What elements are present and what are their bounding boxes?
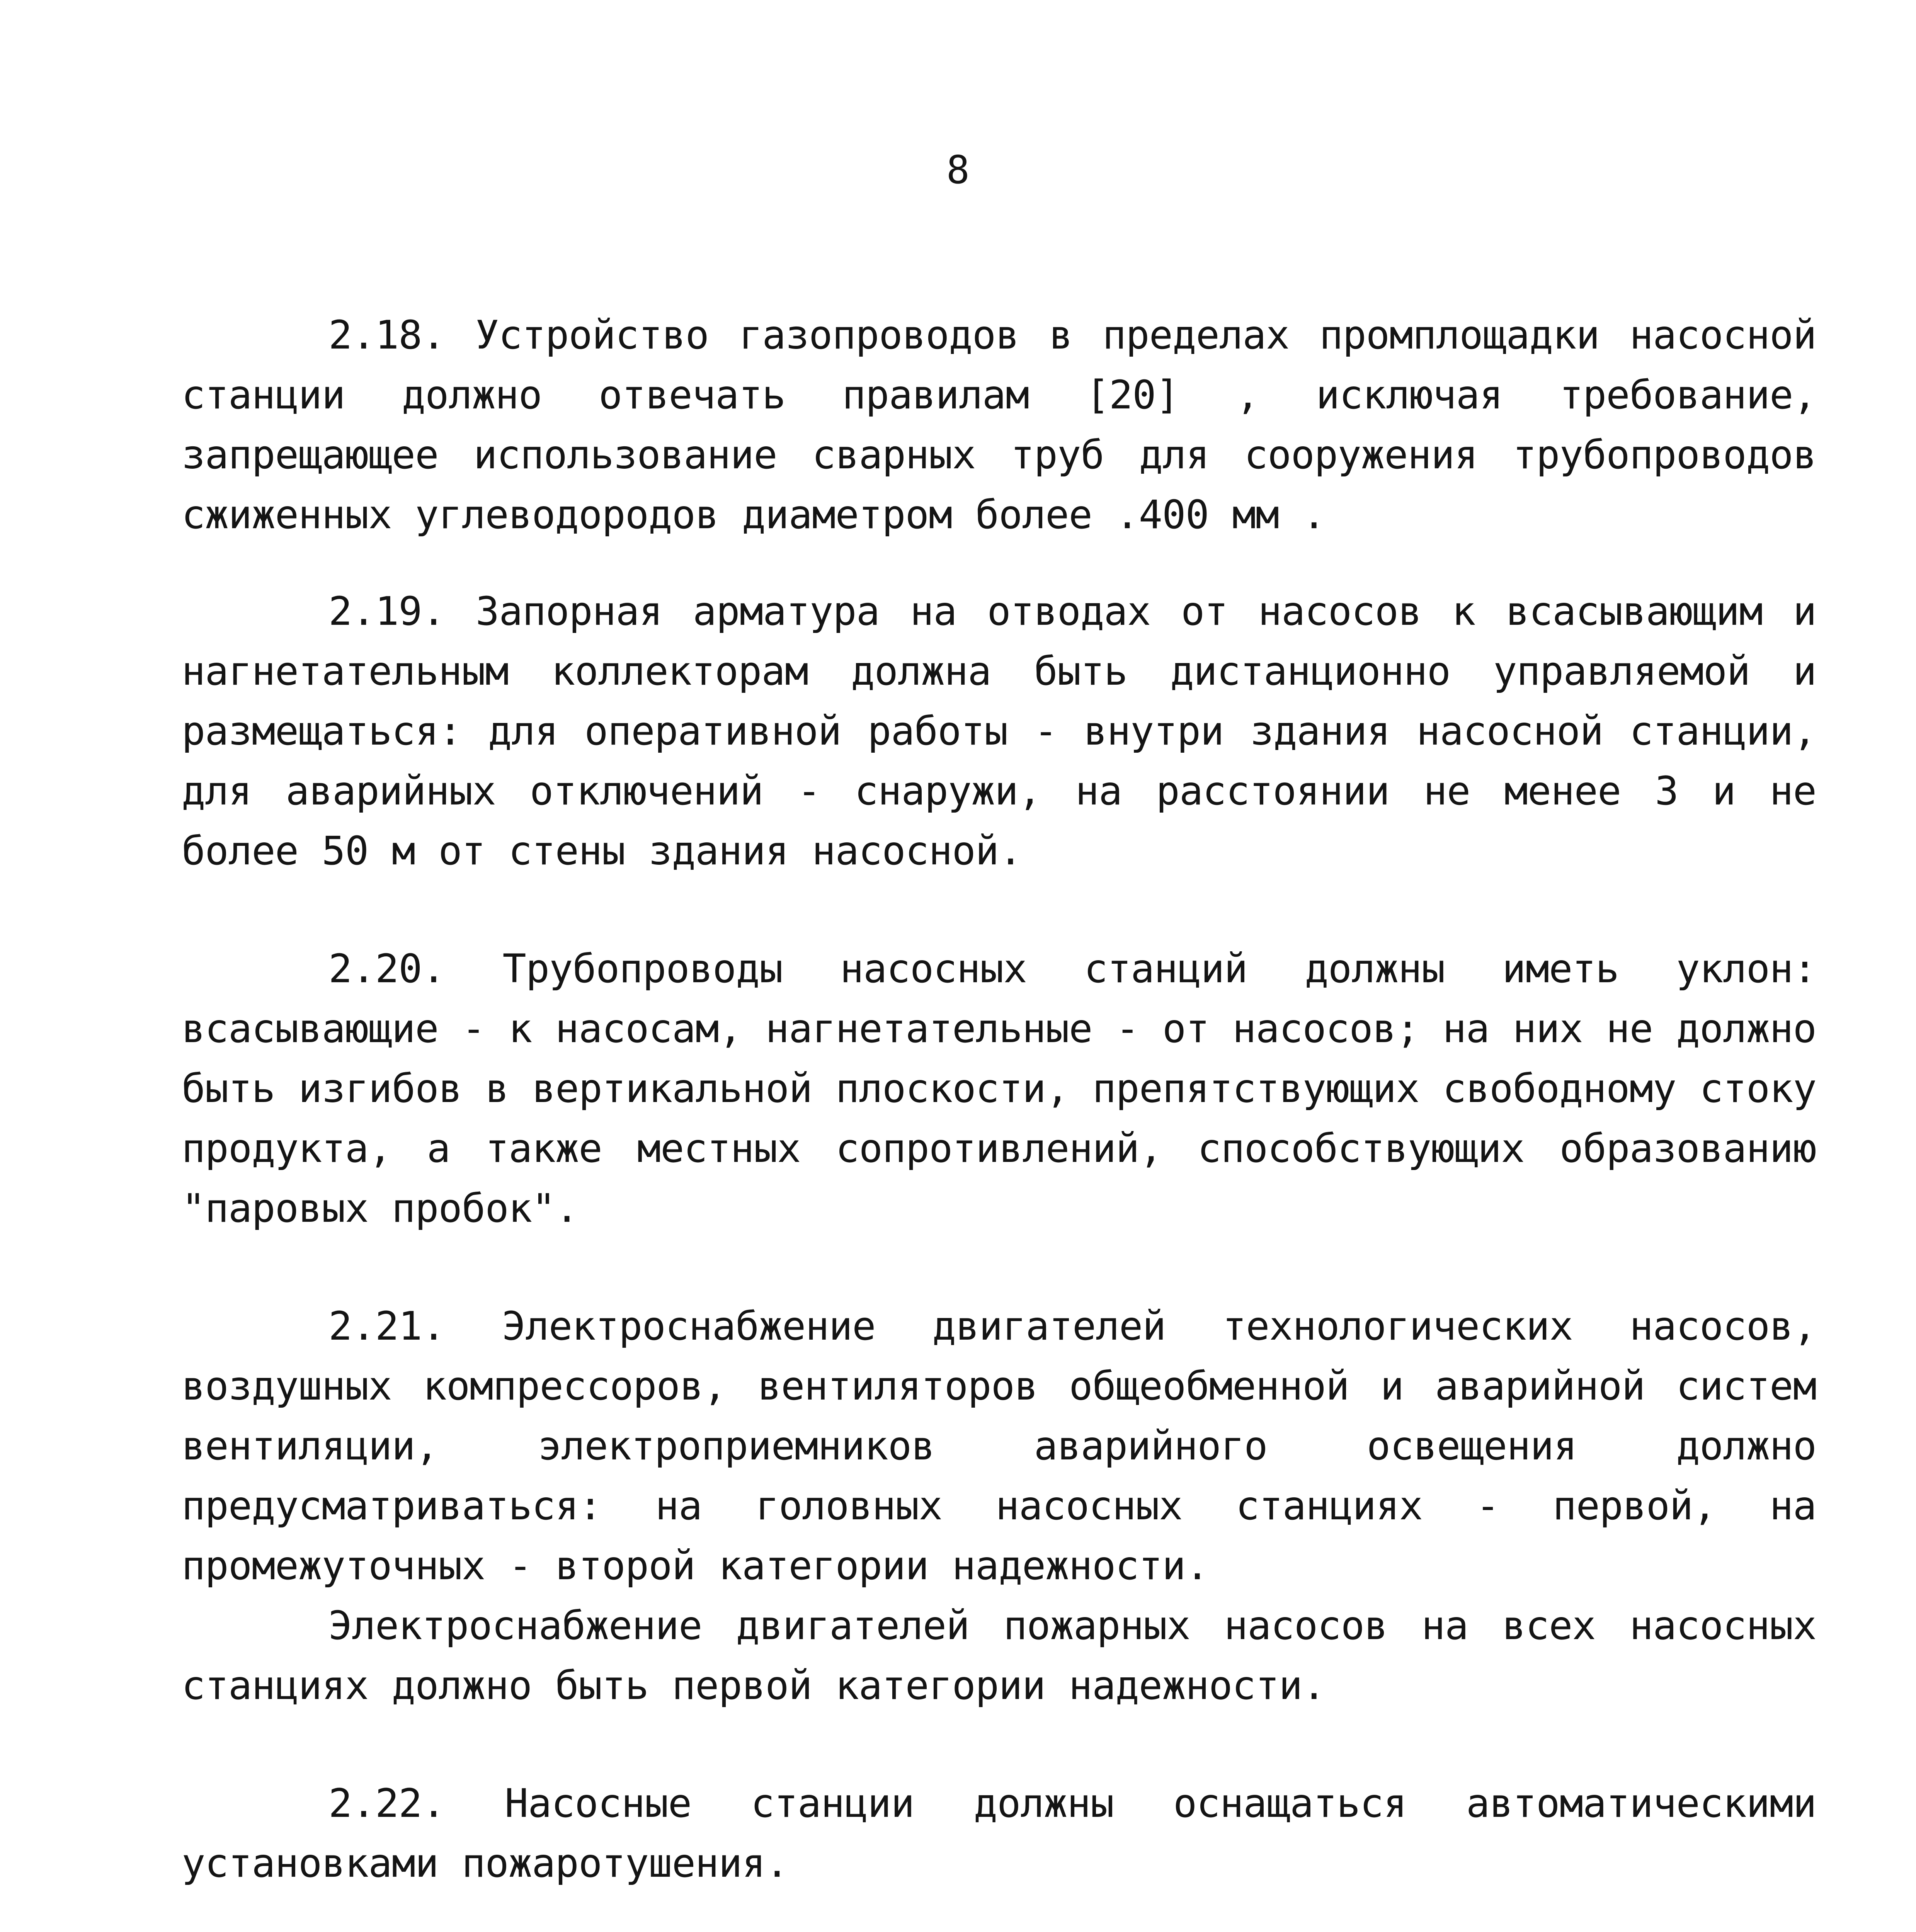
paragraph-2-19: 2.19. Запорная арматура на отводах от насосов к всасывающим и нагнетательным коллекторам должна быть дистанционно управляемой и размещаться: для оперативной работы - внутри здания насосной станции, для аварийных отключений - снаружи, на расстоянии не менее 3 и не более 50 м от стены здания насосной. — [182, 588, 1816, 874]
paragraph-2-21-continued: Электроснабжение двигателей пожарных насосов на всех насосных станциях должно быть первой категории надежности. — [182, 1603, 1816, 1709]
page-number: 8 — [946, 147, 970, 192]
paragraph-2-22: 2.22. Насосные станции должны оснащаться автоматическими установками пожаротушения. — [182, 1781, 1816, 1886]
paragraph-2-20: 2.20. Трубопроводы насосных станций должны иметь уклон: всасывающие - к насосам, нагнетательные - от насосов; на них не должно быть изгибов в вертикальной плоскости, препятствующих свободному стоку продукта, а также местных сопротивлений, способствующих образованию "паровых пробок". — [182, 946, 1816, 1231]
paragraph-2-21: 2.21. Электроснабжение двигателей технологических насосов, воздушных компрессоров, вентиляторов общеобменной и аварийной систем вентиляции, электроприемников аварийного освещения должно предусматриваться: на головных насосных станциях - первой, на промежуточных - второй категории надежности. — [182, 1303, 1816, 1589]
document-body — [182, 305, 1816, 1932]
paragraph-2-18: 2.18. Устройство газопроводов в пределах промплощадки насосной станции должно отвечать правилам [20] , исключая требование, запрещающее использование сварных труб для сооружения трубопроводов сжиженных углеводородов диаметром более .400 мм . — [182, 312, 1816, 538]
